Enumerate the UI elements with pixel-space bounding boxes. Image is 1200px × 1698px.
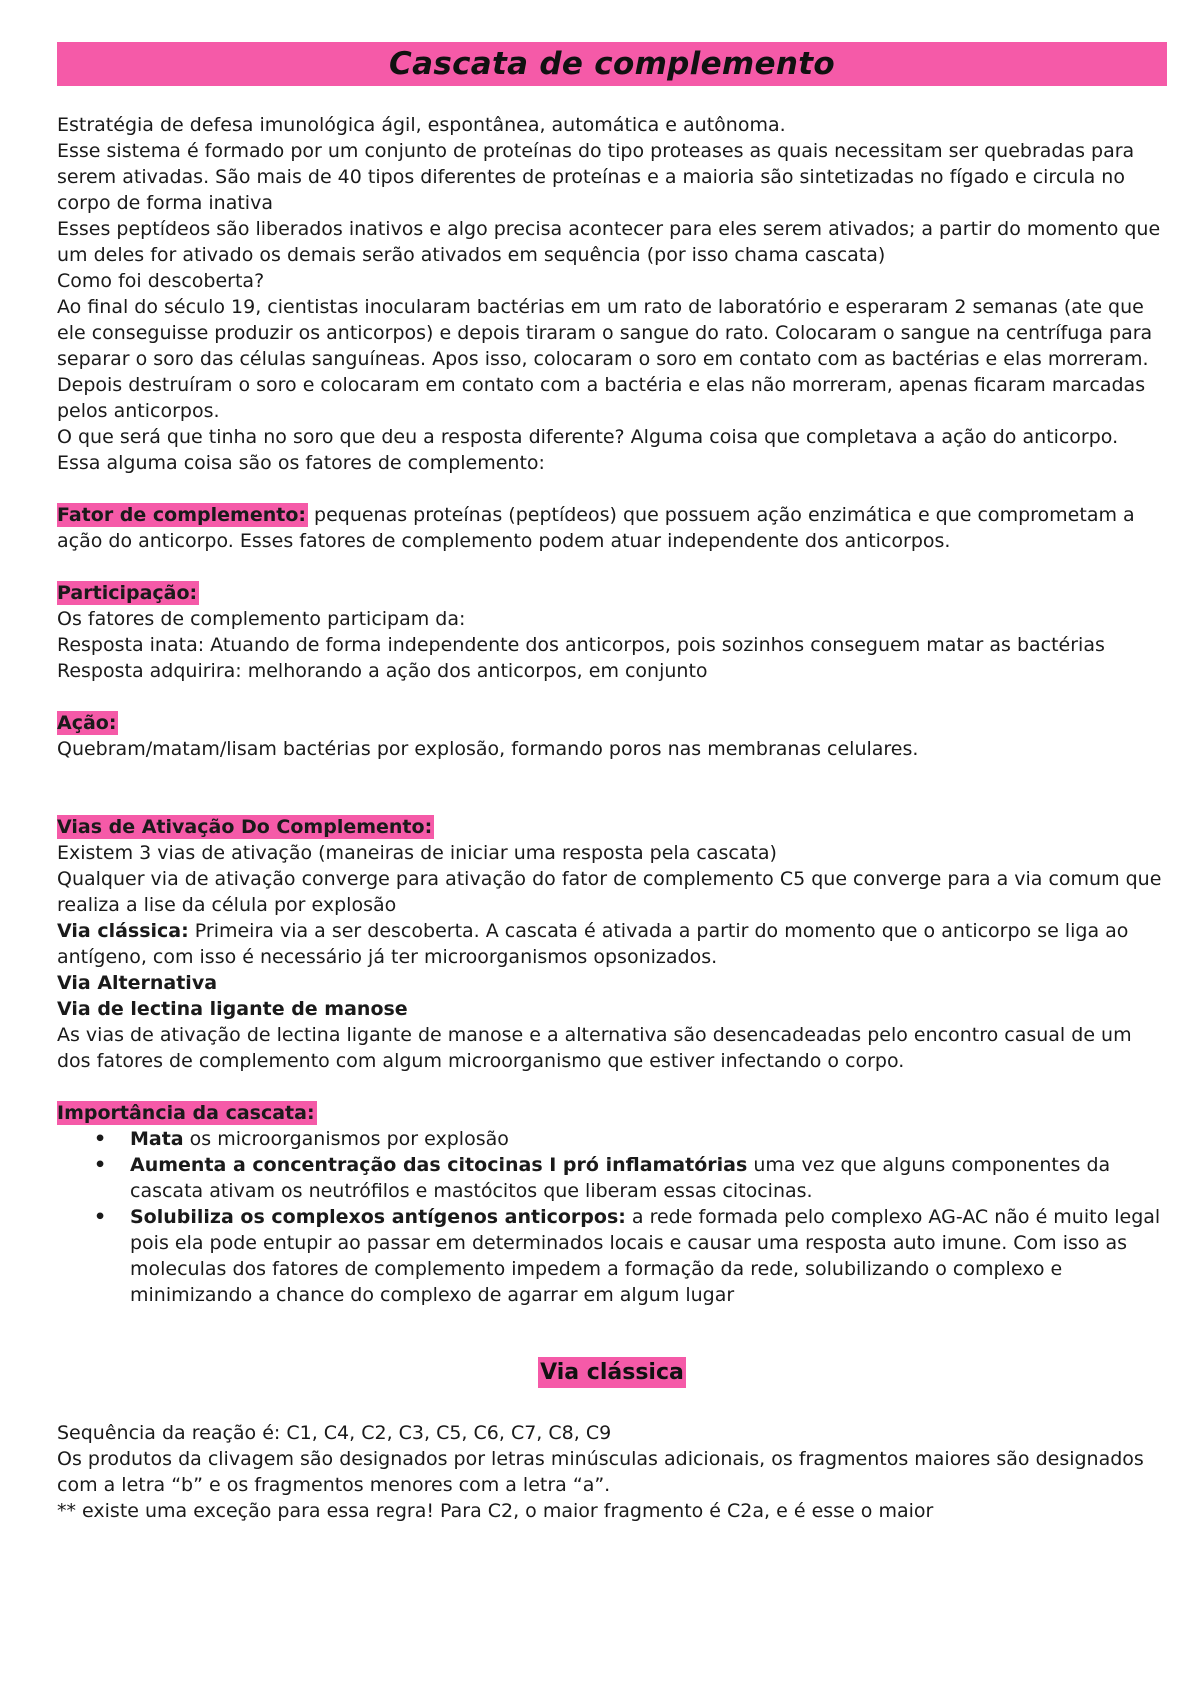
- list-item-text: os microorganismos por explosão: [183, 1128, 509, 1150]
- fator-section: [57, 502, 1167, 554]
- spacer: [57, 476, 1167, 502]
- participacao-line: Resposta inata: Atuando de forma independente dos anticorpos, pois sozinhos conseguem matar as bactérias: [57, 634, 1105, 656]
- spacer: [57, 1308, 1167, 1334]
- participacao-line: Os fatores de complemento participam da:: [57, 608, 466, 630]
- spacer: [57, 1074, 1167, 1100]
- via-classica-section-title: [57, 1360, 1167, 1394]
- via-classica-paragraph: [57, 918, 1167, 970]
- intro-paragraph: O que será que tinha no soro que deu a resposta diferente? Alguma coisa que completava a ação do anticorpo. Essa alguma coisa são os fatores de complemento:: [57, 426, 1119, 474]
- via-lectina-text: As vias de ativação de lectina ligante de manose e a alternativa são desencadeadas pelo encontro casual de um dos fatores de complemento com algum microorganismo que estiver infectando o corpo.: [57, 1024, 1132, 1072]
- spacer: [57, 788, 1167, 814]
- importancia-heading: Importância da cascata:: [57, 1102, 315, 1124]
- importancia-section: [57, 1100, 1167, 1126]
- spacer: [57, 554, 1167, 580]
- intro-paragraph: Esses peptídeos são liberados inativos e algo precisa acontecer para eles serem ativados; a partir do momento que um deles for ativado os demais serão ativados em sequência (por isso chama cascata): [57, 218, 1161, 266]
- page-title: Cascata de complemento: [389, 46, 835, 82]
- list-item: [130, 1126, 1167, 1152]
- intro-paragraph: Esse sistema é formado por um conjunto de proteínas do tipo proteases as quais necessitam ser quebradas para serem ativadas. São mais de 40 tipos diferentes de proteínas e a maioria são sintetizadas no fígado e circula no corpo de forma inativa: [57, 140, 1135, 214]
- document-page: [57, 42, 1167, 1524]
- section-heading: Via clássica: [538, 1357, 686, 1388]
- via-classica-line: Os produtos da clivagem são designados por letras minúsculas adicionais, os fragmentos maiores são designados com a letra “b” e os fragmentos menores com a letra “a”.: [57, 1448, 1144, 1496]
- vias-section: [57, 814, 1167, 840]
- participacao-section: [57, 580, 1167, 606]
- list-item-text: uma vez que alguns componentes da cascata ativam os neutrófilos e mastócitos que liberam essas citocinas.: [130, 1154, 1111, 1202]
- list-item: [130, 1152, 1167, 1204]
- via-classica-line: ** existe uma exceção para essa regra! Para C2, o maior fragmento é C2a, e é esse o maior: [57, 1500, 934, 1522]
- list-item-text: a rede formada pelo complexo AG-AC não é muito legal pois ela pode entupir ao passar em determinados locais e causar uma resposta auto imune. Com isso as moleculas dos fatores de complemento impedem a formação da rede, solubilizando o complexo e minimizando a chance do complexo de agarrar em algum lugar: [130, 1206, 1161, 1306]
- via-alternativa-label: Via Alternativa: [57, 972, 218, 994]
- via-classica-text: Primeira via a ser descoberta. A cascata é ativada a partir do momento que o anticorpo se liga ao antígeno, com isso é necessário já ter microorganismos opsonizados.: [57, 920, 1129, 968]
- participacao-heading: Participação:: [57, 582, 198, 604]
- spacer: [57, 762, 1167, 788]
- importancia-list: [57, 1126, 1167, 1308]
- fator-text: pequenas proteínas (peptídeos) que possuem ação enzimática e que comprometam a ação do anticorpo. Esses fatores de complemento podem atuar independente dos anticorpos.: [57, 504, 1135, 552]
- list-item: [130, 1204, 1167, 1308]
- via-lectina-label: Via de lectina ligante de manose: [57, 998, 408, 1020]
- intro-paragraph: Ao final do século 19, cientistas inocularam bactérias em um rato de laboratório e esperaram 2 semanas (ate que ele conseguisse produzir os anticorpos) e depois tiraram o sangue do rato. Colocaram o sangue na centrífuga para separar o soro das células sanguíneas. Apos isso, colocaram o soro em contato com as bactérias e elas morreram. Depois destruíram o soro e colocaram em contato com a bactéria e elas não morreram, apenas ficaram marcadas pelos anticorpos.: [57, 296, 1153, 422]
- vias-line: Existem 3 vias de ativação (maneiras de iniciar uma resposta pela cascata): [57, 842, 777, 864]
- via-classica-label: Via clássica:: [57, 920, 189, 942]
- participacao-line: Resposta adquirira: melhorando a ação dos anticorpos, em conjunto: [57, 660, 708, 682]
- spacer: [57, 684, 1167, 710]
- fator-heading: Fator de complemento:: [57, 504, 306, 526]
- intro-question: Como foi descoberta?: [57, 270, 265, 292]
- via-classica-line: Sequência da reação é: C1, C4, C2, C3, C5, C6, C7, C8, C9: [57, 1422, 612, 1444]
- list-item-bold: Solubiliza os complexos antígenos anticorpos:: [130, 1206, 626, 1228]
- list-item-bold: Aumenta a concentração das citocinas I pró inflamatórias: [130, 1154, 748, 1176]
- vias-line: Qualquer via de ativação converge para ativação do fator de complemento C5 que converge para a via comum que realiza a lise da célula por explosão: [57, 868, 1162, 916]
- acao-text: Quebram/matam/lisam bactérias por explosão, formando poros nas membranas celulares.: [57, 738, 919, 760]
- title-banner: [57, 42, 1167, 86]
- vias-heading: Vias de Ativação Do Complemento:: [57, 816, 433, 838]
- acao-heading: Ação:: [57, 712, 117, 734]
- document-body: [57, 112, 1167, 1524]
- list-item-bold: Mata: [130, 1128, 184, 1150]
- intro-paragraph: Estratégia de defesa imunológica ágil, espontânea, automática e autônoma.: [57, 114, 786, 136]
- acao-section: [57, 710, 1167, 736]
